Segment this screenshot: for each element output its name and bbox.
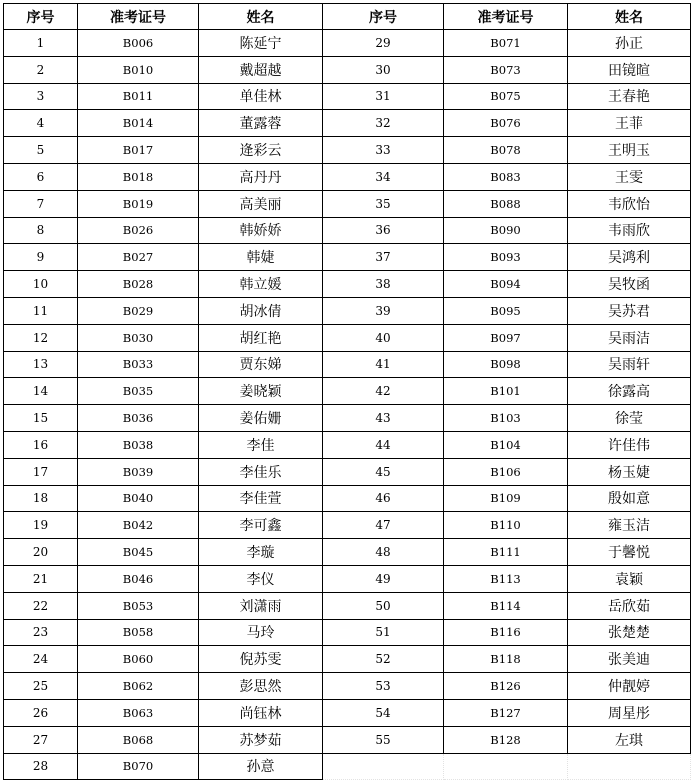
table-row xyxy=(4,539,691,566)
seq-cell: 32 xyxy=(323,110,444,137)
exam-id-cell: B110 xyxy=(444,512,568,539)
name-cell: 张美迪 xyxy=(568,646,691,673)
name-cell: 姜晓颖 xyxy=(199,378,323,405)
seq-cell: 25 xyxy=(4,673,78,700)
table-row xyxy=(4,458,691,485)
exam-id-cell: B027 xyxy=(78,244,199,271)
exam-id-cell: B063 xyxy=(78,699,199,726)
seq-cell: 22 xyxy=(4,592,78,619)
table-row xyxy=(4,137,691,164)
exam-id-cell: B060 xyxy=(78,646,199,673)
exam-id-cell: B039 xyxy=(78,458,199,485)
seq-cell: 11 xyxy=(4,297,78,324)
name-cell: 戴超越 xyxy=(199,56,323,83)
table-row xyxy=(4,324,691,351)
exam-id-cell: B029 xyxy=(78,297,199,324)
table-row xyxy=(4,83,691,110)
name-cell: 于馨悦 xyxy=(568,539,691,566)
header-exam-id-right: 准考证号 xyxy=(444,4,568,30)
seq-cell: 36 xyxy=(323,217,444,244)
table-row xyxy=(4,726,691,753)
name-cell: 袁颖 xyxy=(568,565,691,592)
seq-cell: 14 xyxy=(4,378,78,405)
seq-cell: 7 xyxy=(4,190,78,217)
exam-id-cell: B058 xyxy=(78,619,199,646)
header-row xyxy=(4,4,691,30)
exam-id-cell: B128 xyxy=(444,726,568,753)
name-cell: 韩娇娇 xyxy=(199,217,323,244)
seq-cell: 39 xyxy=(323,297,444,324)
name-cell: 董露蓉 xyxy=(199,110,323,137)
name-cell: 姜佑姗 xyxy=(199,405,323,432)
exam-id-cell: B019 xyxy=(78,190,199,217)
exam-id-cell: B045 xyxy=(78,539,199,566)
name-cell: 王明玉 xyxy=(568,137,691,164)
name-cell: 吴牧函 xyxy=(568,271,691,298)
name-cell: 杨玉婕 xyxy=(568,458,691,485)
seq-cell: 41 xyxy=(323,351,444,378)
roster-table xyxy=(3,3,691,780)
exam-id-cell: B006 xyxy=(78,30,199,57)
exam-id-cell: B010 xyxy=(78,56,199,83)
seq-cell: 1 xyxy=(4,30,78,57)
name-cell: 李佳乐 xyxy=(199,458,323,485)
exam-id-cell: B114 xyxy=(444,592,568,619)
exam-id-cell: B098 xyxy=(444,351,568,378)
seq-cell: 8 xyxy=(4,217,78,244)
name-cell: 王雯 xyxy=(568,163,691,190)
name-cell: 贾东娣 xyxy=(199,351,323,378)
seq-cell: 3 xyxy=(4,83,78,110)
table-row xyxy=(4,190,691,217)
name-cell: 田镜暄 xyxy=(568,56,691,83)
name-cell: 单佳林 xyxy=(199,83,323,110)
empty-cell xyxy=(323,753,444,780)
seq-cell: 54 xyxy=(323,699,444,726)
exam-id-cell: B103 xyxy=(444,405,568,432)
exam-id-cell: B062 xyxy=(78,673,199,700)
name-cell: 王春艳 xyxy=(568,83,691,110)
exam-id-cell: B028 xyxy=(78,271,199,298)
exam-id-cell: B093 xyxy=(444,244,568,271)
name-cell: 高美丽 xyxy=(199,190,323,217)
exam-id-cell: B097 xyxy=(444,324,568,351)
name-cell: 岳欣茹 xyxy=(568,592,691,619)
name-cell: 韩婕 xyxy=(199,244,323,271)
name-cell: 马玲 xyxy=(199,619,323,646)
name-cell: 逄彩云 xyxy=(199,137,323,164)
exam-id-cell: B111 xyxy=(444,539,568,566)
exam-id-cell: B036 xyxy=(78,405,199,432)
seq-cell: 50 xyxy=(323,592,444,619)
table-row xyxy=(4,753,691,780)
seq-cell: 13 xyxy=(4,351,78,378)
table-row xyxy=(4,673,691,700)
exam-id-cell: B088 xyxy=(444,190,568,217)
name-cell: 高丹丹 xyxy=(199,163,323,190)
exam-id-cell: B090 xyxy=(444,217,568,244)
name-cell: 韩立媛 xyxy=(199,271,323,298)
exam-id-cell: B113 xyxy=(444,565,568,592)
name-cell: 李仪 xyxy=(199,565,323,592)
exam-id-cell: B073 xyxy=(444,56,568,83)
header-exam-id-left: 准考证号 xyxy=(78,4,199,30)
table-row xyxy=(4,512,691,539)
seq-cell: 48 xyxy=(323,539,444,566)
seq-cell: 49 xyxy=(323,565,444,592)
table-row xyxy=(4,619,691,646)
seq-cell: 24 xyxy=(4,646,78,673)
table-row xyxy=(4,431,691,458)
exam-id-cell: B018 xyxy=(78,163,199,190)
seq-cell: 44 xyxy=(323,431,444,458)
exam-id-cell: B017 xyxy=(78,137,199,164)
seq-cell: 51 xyxy=(323,619,444,646)
seq-cell: 47 xyxy=(323,512,444,539)
name-cell: 张楚楚 xyxy=(568,619,691,646)
seq-cell: 45 xyxy=(323,458,444,485)
exam-id-cell: B042 xyxy=(78,512,199,539)
seq-cell: 12 xyxy=(4,324,78,351)
seq-cell: 21 xyxy=(4,565,78,592)
name-cell: 雍玉洁 xyxy=(568,512,691,539)
table-row xyxy=(4,378,691,405)
name-cell: 吴雨轩 xyxy=(568,351,691,378)
seq-cell: 26 xyxy=(4,699,78,726)
seq-cell: 42 xyxy=(323,378,444,405)
exam-id-cell: B075 xyxy=(444,83,568,110)
name-cell: 韦雨欣 xyxy=(568,217,691,244)
name-cell: 吴苏君 xyxy=(568,297,691,324)
exam-id-cell: B118 xyxy=(444,646,568,673)
name-cell: 陈延宁 xyxy=(199,30,323,57)
seq-cell: 23 xyxy=(4,619,78,646)
name-cell: 徐露高 xyxy=(568,378,691,405)
name-cell: 苏梦茹 xyxy=(199,726,323,753)
table-row xyxy=(4,110,691,137)
exam-id-cell: B014 xyxy=(78,110,199,137)
table-row xyxy=(4,217,691,244)
exam-id-cell: B046 xyxy=(78,565,199,592)
table-row xyxy=(4,485,691,512)
header-name-left: 姓名 xyxy=(199,4,323,30)
seq-cell: 37 xyxy=(323,244,444,271)
exam-id-cell: B116 xyxy=(444,619,568,646)
seq-cell: 53 xyxy=(323,673,444,700)
exam-id-cell: B035 xyxy=(78,378,199,405)
name-cell: 殷如意 xyxy=(568,485,691,512)
name-cell: 孙正 xyxy=(568,30,691,57)
seq-cell: 28 xyxy=(4,753,78,780)
exam-id-cell: B030 xyxy=(78,324,199,351)
seq-cell: 16 xyxy=(4,431,78,458)
table-row xyxy=(4,699,691,726)
empty-cell xyxy=(568,753,691,780)
seq-cell: 10 xyxy=(4,271,78,298)
exam-id-cell: B095 xyxy=(444,297,568,324)
seq-cell: 5 xyxy=(4,137,78,164)
table-row xyxy=(4,405,691,432)
name-cell: 吴鸿利 xyxy=(568,244,691,271)
seq-cell: 35 xyxy=(323,190,444,217)
exam-id-cell: B040 xyxy=(78,485,199,512)
seq-cell: 30 xyxy=(323,56,444,83)
exam-id-cell: B070 xyxy=(78,753,199,780)
name-cell: 韦欣怡 xyxy=(568,190,691,217)
exam-id-cell: B038 xyxy=(78,431,199,458)
exam-id-cell: B011 xyxy=(78,83,199,110)
exam-id-cell: B109 xyxy=(444,485,568,512)
seq-cell: 9 xyxy=(4,244,78,271)
exam-id-cell: B127 xyxy=(444,699,568,726)
seq-cell: 38 xyxy=(323,271,444,298)
name-cell: 胡红艳 xyxy=(199,324,323,351)
header-seq-left: 序号 xyxy=(4,4,78,30)
name-cell: 吴雨洁 xyxy=(568,324,691,351)
name-cell: 王菲 xyxy=(568,110,691,137)
seq-cell: 15 xyxy=(4,405,78,432)
seq-cell: 6 xyxy=(4,163,78,190)
header-seq-right: 序号 xyxy=(323,4,444,30)
table-row xyxy=(4,351,691,378)
seq-cell: 55 xyxy=(323,726,444,753)
name-cell: 刘潇雨 xyxy=(199,592,323,619)
name-cell: 仲靓婷 xyxy=(568,673,691,700)
name-cell: 李佳 xyxy=(199,431,323,458)
name-cell: 李佳萱 xyxy=(199,485,323,512)
name-cell: 孙意 xyxy=(199,753,323,780)
exam-id-cell: B078 xyxy=(444,137,568,164)
exam-id-cell: B033 xyxy=(78,351,199,378)
seq-cell: 19 xyxy=(4,512,78,539)
header-name-right: 姓名 xyxy=(568,4,691,30)
table-row xyxy=(4,565,691,592)
table-row xyxy=(4,646,691,673)
table-row xyxy=(4,30,691,57)
exam-id-cell: B053 xyxy=(78,592,199,619)
name-cell: 尚钰林 xyxy=(199,699,323,726)
exam-id-cell: B126 xyxy=(444,673,568,700)
name-cell: 左琪 xyxy=(568,726,691,753)
name-cell: 彭思然 xyxy=(199,673,323,700)
seq-cell: 17 xyxy=(4,458,78,485)
table-row xyxy=(4,244,691,271)
seq-cell: 18 xyxy=(4,485,78,512)
seq-cell: 31 xyxy=(323,83,444,110)
seq-cell: 46 xyxy=(323,485,444,512)
exam-id-cell: B101 xyxy=(444,378,568,405)
seq-cell: 43 xyxy=(323,405,444,432)
seq-cell: 29 xyxy=(323,30,444,57)
seq-cell: 40 xyxy=(323,324,444,351)
exam-id-cell: B068 xyxy=(78,726,199,753)
name-cell: 徐莹 xyxy=(568,405,691,432)
seq-cell: 34 xyxy=(323,163,444,190)
table-row xyxy=(4,271,691,298)
seq-cell: 52 xyxy=(323,646,444,673)
name-cell: 李可鑫 xyxy=(199,512,323,539)
name-cell: 李璇 xyxy=(199,539,323,566)
name-cell: 倪苏雯 xyxy=(199,646,323,673)
seq-cell: 27 xyxy=(4,726,78,753)
name-cell: 周星彤 xyxy=(568,699,691,726)
seq-cell: 4 xyxy=(4,110,78,137)
exam-id-cell: B026 xyxy=(78,217,199,244)
exam-id-cell: B104 xyxy=(444,431,568,458)
table-row xyxy=(4,56,691,83)
name-cell: 胡冰倩 xyxy=(199,297,323,324)
exam-id-cell: B106 xyxy=(444,458,568,485)
table-row xyxy=(4,297,691,324)
seq-cell: 33 xyxy=(323,137,444,164)
exam-id-cell: B076 xyxy=(444,110,568,137)
seq-cell: 2 xyxy=(4,56,78,83)
exam-id-cell: B094 xyxy=(444,271,568,298)
exam-id-cell: B071 xyxy=(444,30,568,57)
seq-cell: 20 xyxy=(4,539,78,566)
exam-id-cell: B083 xyxy=(444,163,568,190)
name-cell: 许佳伟 xyxy=(568,431,691,458)
table-row xyxy=(4,163,691,190)
empty-cell xyxy=(444,753,568,780)
table-row xyxy=(4,592,691,619)
